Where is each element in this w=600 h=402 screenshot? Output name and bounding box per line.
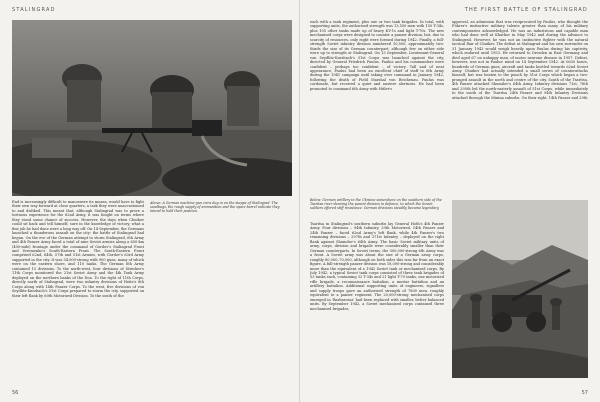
machine-gun-crew-photo: [12, 20, 292, 196]
machine-gun-crew-image: [12, 20, 292, 196]
right-page: [300, 0, 600, 402]
artillery-image: [452, 200, 588, 378]
left-photo-caption: Above: A German machine-gun crew dug in on the steppe of Stalingrad. The sandbags, the rough supply of ammunition and the spare barrel indicate they intend to hold their position.: [150, 201, 280, 214]
artillery-photo: [452, 200, 588, 378]
running-head-right: THE FIRST BATTLE OF STALINGRAD: [464, 7, 588, 13]
right-column-2: approval, an admission that was reciprocated by Paulus, who thought the Führer's instinctive military talents greater than many of his military contemporaries acknowledged. He was an industrious and capable man who had done well at Kharkov in May 1942 and during the advance to Stalingrad. However, he was not an instinctive fighter with the natural tactical flair of Chuikov. The defeat at Stalingrad and his own surrender on 31 January 1943 would weigh heavily upon Paulus during his captivity, which endured until 1953. He returned to Dresden in East Germany and died aged 67 on unhappy man, of motor neurone disease in 1957. Defeat, however, was not in Paulus' mind on 14 September 1942. At 0630 hours, hundreds of German guns, aircraft and tanks hurtled towards 62nd Soviet Army. Chuikov had actually intended a small series of counterattacks himself, but was beaten to the punch by 51st Corps which began a two-pronged assault in the north and centre of the city. South of the Tsaritsa, 4th Panzer attacked Shumilov's 64th Army. Infantry divisions 71st, 76th and 295th led the north-easterly assault of 51st Corps, while immediately to the south of the Tsaritsa 24th Panzer and 94th Infantry Divisions attacked through the Minina suburbs. On their right, 14th Panzer and 29th: [452, 20, 588, 100]
right-column-1-bottom: Tsaritsa in Stalingrad's southern suburbs lay General Hoth's 4th Panzer Army. Four divisions – 94th Infantry, 29th Motorized, 14th Panzer and 24th Panzer – faced 62nd Army's left flank, while 4th Panzer's two remaining divisions – 297th and 371st Infantry – deployed on the right flank against Shumilov's 64th Army. The basic Soviet military units of army, corps, division and brigade were considerably smaller than their German counterparts. In Soviet terms, the 300,000-strong 6th Army was a front. A Soviet army was about the size of a German army corps, roughly 60,000–70,000, although on both sides this was far from an exact figure. A full-strength panzer division was 18,000-strong and considerably more than the equivalent of a 1942 Soviet tank or mechanised corps. By July 1942, a typical Soviet tank corps consisted of three tank brigades of 53 tanks each, containing 32 T-34s and 21 light T-70 tanks, one motorised rifle brigade, a reconnaissance battalion, a mortar battalion and an artillery battalion. Additional supporting units of engineers, signallers and supply troops gave an authorised strength of 7800 men, roughly equivalent to a panzer regiment. The 20,000-strong mechanised corps emerged in 'Barbarossa' had been replaced with smaller, better balanced units. By September 1942, a Soviet mechanised corps contained three mechanised brigades,: [310, 222, 444, 311]
right-photo-caption: Below: German artillery in the Ukraine somewhere on the southern side of the Tsaritsa river showing the parent division in defence, to which the Soviet soldiers offered stiff resistance. German divisions steadily became legendary.: [310, 198, 442, 211]
left-body-column: End is increasingly difficult to manoeuvre its moans, would have to fight their own way forward at close quarters, a task they were unaccustomed to and disliked. This meant that, although Stalingrad was to prove a tortuous experience for the 62nd Army, it was fought on terms where they stood some chance of success. However, the days when Chuikov could sit back and tell himself, sure in the knowledge of victory, what a fine job he had done were a long way off. On 14 September, the Germans launched a thunderous assault on the city: the battle of Stalingrad had begun. On the eve of the German attempt to storm Stalingrad, 6th Army and 4th Panzer Army faced a total of nine Soviet armies along a 650-km (400-mile) frontage under the command of Gordov's Stalingrad Front and Yeremenko's South-Eastern Front. The South-Eastern Front comprised 62nd, 64th, 57th and 51st Armies, with Gordov's 63rd Army supported in the city. It was 54,000-strong with 900 guns, many of which were on the eastern shore, and 110 tanks. The German 6th Army contained 15 divisions. To the north-west, four divisions of Strecker's 11th Corps monitored the 21st Soviet Army and the 4th Tank Army deployed on the northern banks of the Don. To the right of 11th Corps, directly north of Stalingrad, were two infantry divisions of Heitz's 8th Corps along with 14th Panzer Corps. To the west, five divisions of von Seydlitz-Kurzbach's 51st Corps prepared to storm the city, supported on their left flank by 60th Motorized Division. To the south of the: [12, 200, 144, 298]
running-head-left: STALINGRAD: [12, 7, 56, 13]
right-column-1-upper: each with a tank regiment, plus one or two tank brigades. In total, with supporting units, the authorised strength was 13,550 men with 150 T-34s, plus 105 other tanks made up of heavy KV-1s and light T-70s. The new mechanised corps were designed to counter a panzer division, but, due to scarcity of resources, only eight were formed during 1942. Finally, a full-strength Soviet infantry division numbered 10,500, approximately two-thirds the size of its German counterpart, although few on either side were up to strength at Stalingrad. On 13 September, Lieutenant-General von Seydlitz-Kurzbach's 51st Corps was launched against the city, directed by General Friedrich Paulus. Paulus and his commanders were confident – perhaps too confident – of victory. Tall and of neat appearance, Paulus had been an excellent chief of staff to 6th Army during the 1941 campaign until taking over command in January 1942, following the death of Field Marshal von Reichenau. Paulus was cordonate, but received a quiet and austere alertness. He had been promoted to command 6th Army with Hitler's: [310, 20, 444, 91]
page-number-left: 56: [12, 390, 19, 396]
page-number-right: 57: [581, 390, 588, 396]
